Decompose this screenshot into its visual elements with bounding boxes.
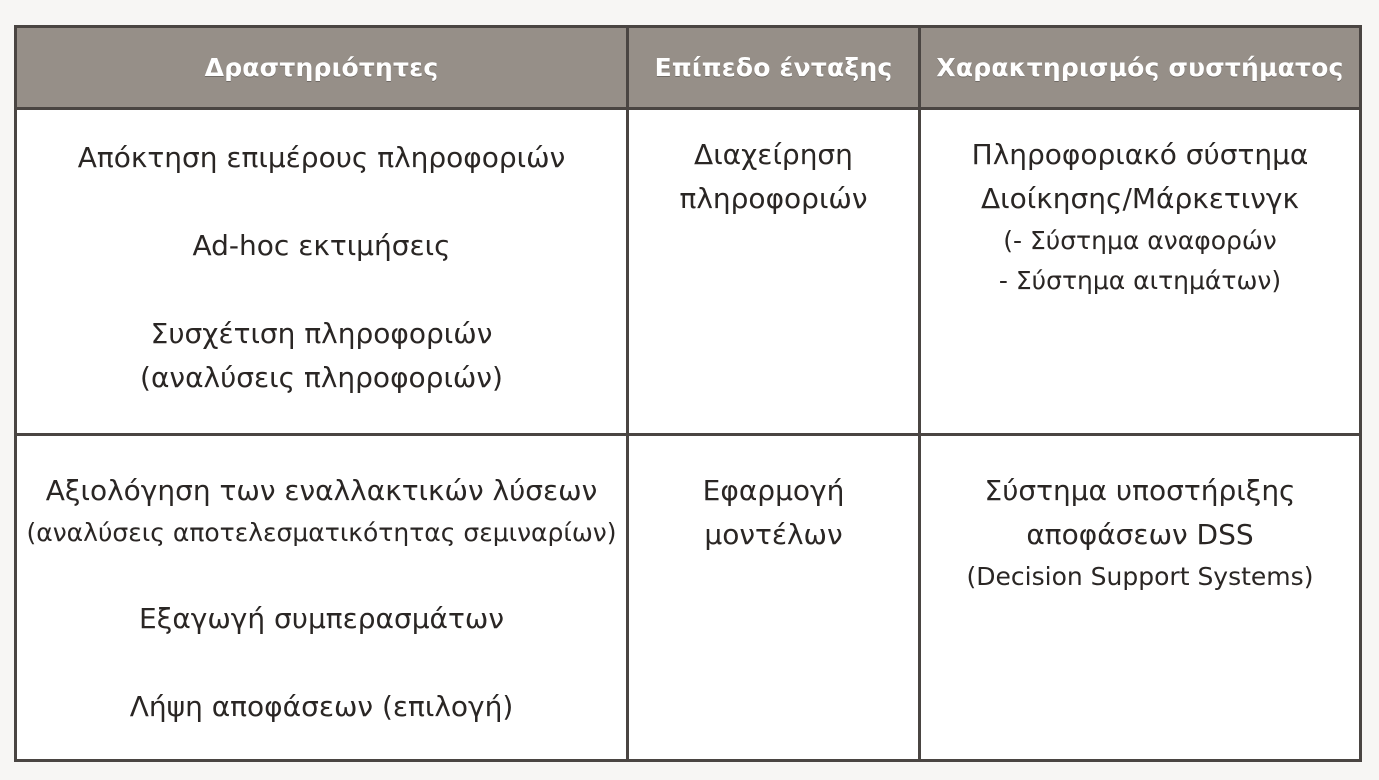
row2-activity-2	[17, 597, 626, 641]
row2-activity-1-line2: (αναλύσεις αποτελεσματικότητας σεμιναρίων)	[26, 518, 617, 547]
row1-activity-3-line1: Συσχέτιση πληροφοριών	[150, 317, 493, 350]
row2-system-sub-line1: (Decision Support Systems)	[966, 562, 1314, 591]
row2-activity-3-line1: Λήψη αποφάσεων (επιλογή)	[129, 690, 514, 723]
row1-activity-1	[17, 136, 626, 180]
comparison-table	[14, 25, 1362, 762]
row2-system-main-line2: αποφάσεων DSS	[1026, 518, 1254, 551]
row2-activities-cell	[17, 436, 629, 759]
row1-system-sub-line1: (- Σύστημα αναφορών	[1003, 226, 1277, 255]
row1-level-line1: Διαχείρηση	[694, 138, 853, 171]
row2-level-line2: μοντέλων	[704, 518, 843, 551]
row2-level-cell	[629, 436, 921, 759]
row1-system-cell	[921, 110, 1359, 436]
row1-activity-1-line1: Απόκτηση επιμέρους πληροφοριών	[77, 141, 566, 174]
row1-activity-3	[17, 312, 626, 400]
row1-system-sub-line2: - Σύστημα αιτημάτων)	[998, 266, 1282, 295]
header-activities: Δραστηριότητες	[17, 28, 629, 110]
header-system-characterization: Χαρακτηρισμός συστήματος	[921, 28, 1359, 110]
row1-system-main-line2: Διοίκησης/Μάρκετινγκ	[981, 182, 1299, 215]
row1-activities-cell	[17, 110, 629, 436]
row1-level-line2: πληροφοριών	[679, 182, 868, 215]
row2-activity-2-line1: Εξαγωγή συμπερασμάτων	[139, 602, 504, 635]
row2-system-cell	[921, 436, 1359, 759]
row1-activity-2-line1: Ad-hoc εκτιμήσεις	[192, 229, 451, 262]
table-grid	[17, 28, 1359, 759]
row2-activity-1	[17, 469, 626, 553]
row2-activity-1-line1: Αξιολόγηση των εναλλακτικών λύσεων	[45, 474, 598, 507]
row2-system-main-line1: Σύστημα υποστήριξης	[984, 474, 1296, 507]
row1-system-main-line1: Πληροφοριακό σύστημα	[971, 138, 1309, 171]
row2-level-line1: Εφαρμογή	[702, 474, 845, 507]
header-integration-level: Επίπεδο ένταξης	[629, 28, 921, 110]
row1-level-cell	[629, 110, 921, 436]
row1-activity-3-line2: (αναλύσεις πληροφοριών)	[140, 361, 503, 394]
row1-activity-2	[17, 224, 626, 268]
row2-activity-3	[17, 685, 626, 729]
